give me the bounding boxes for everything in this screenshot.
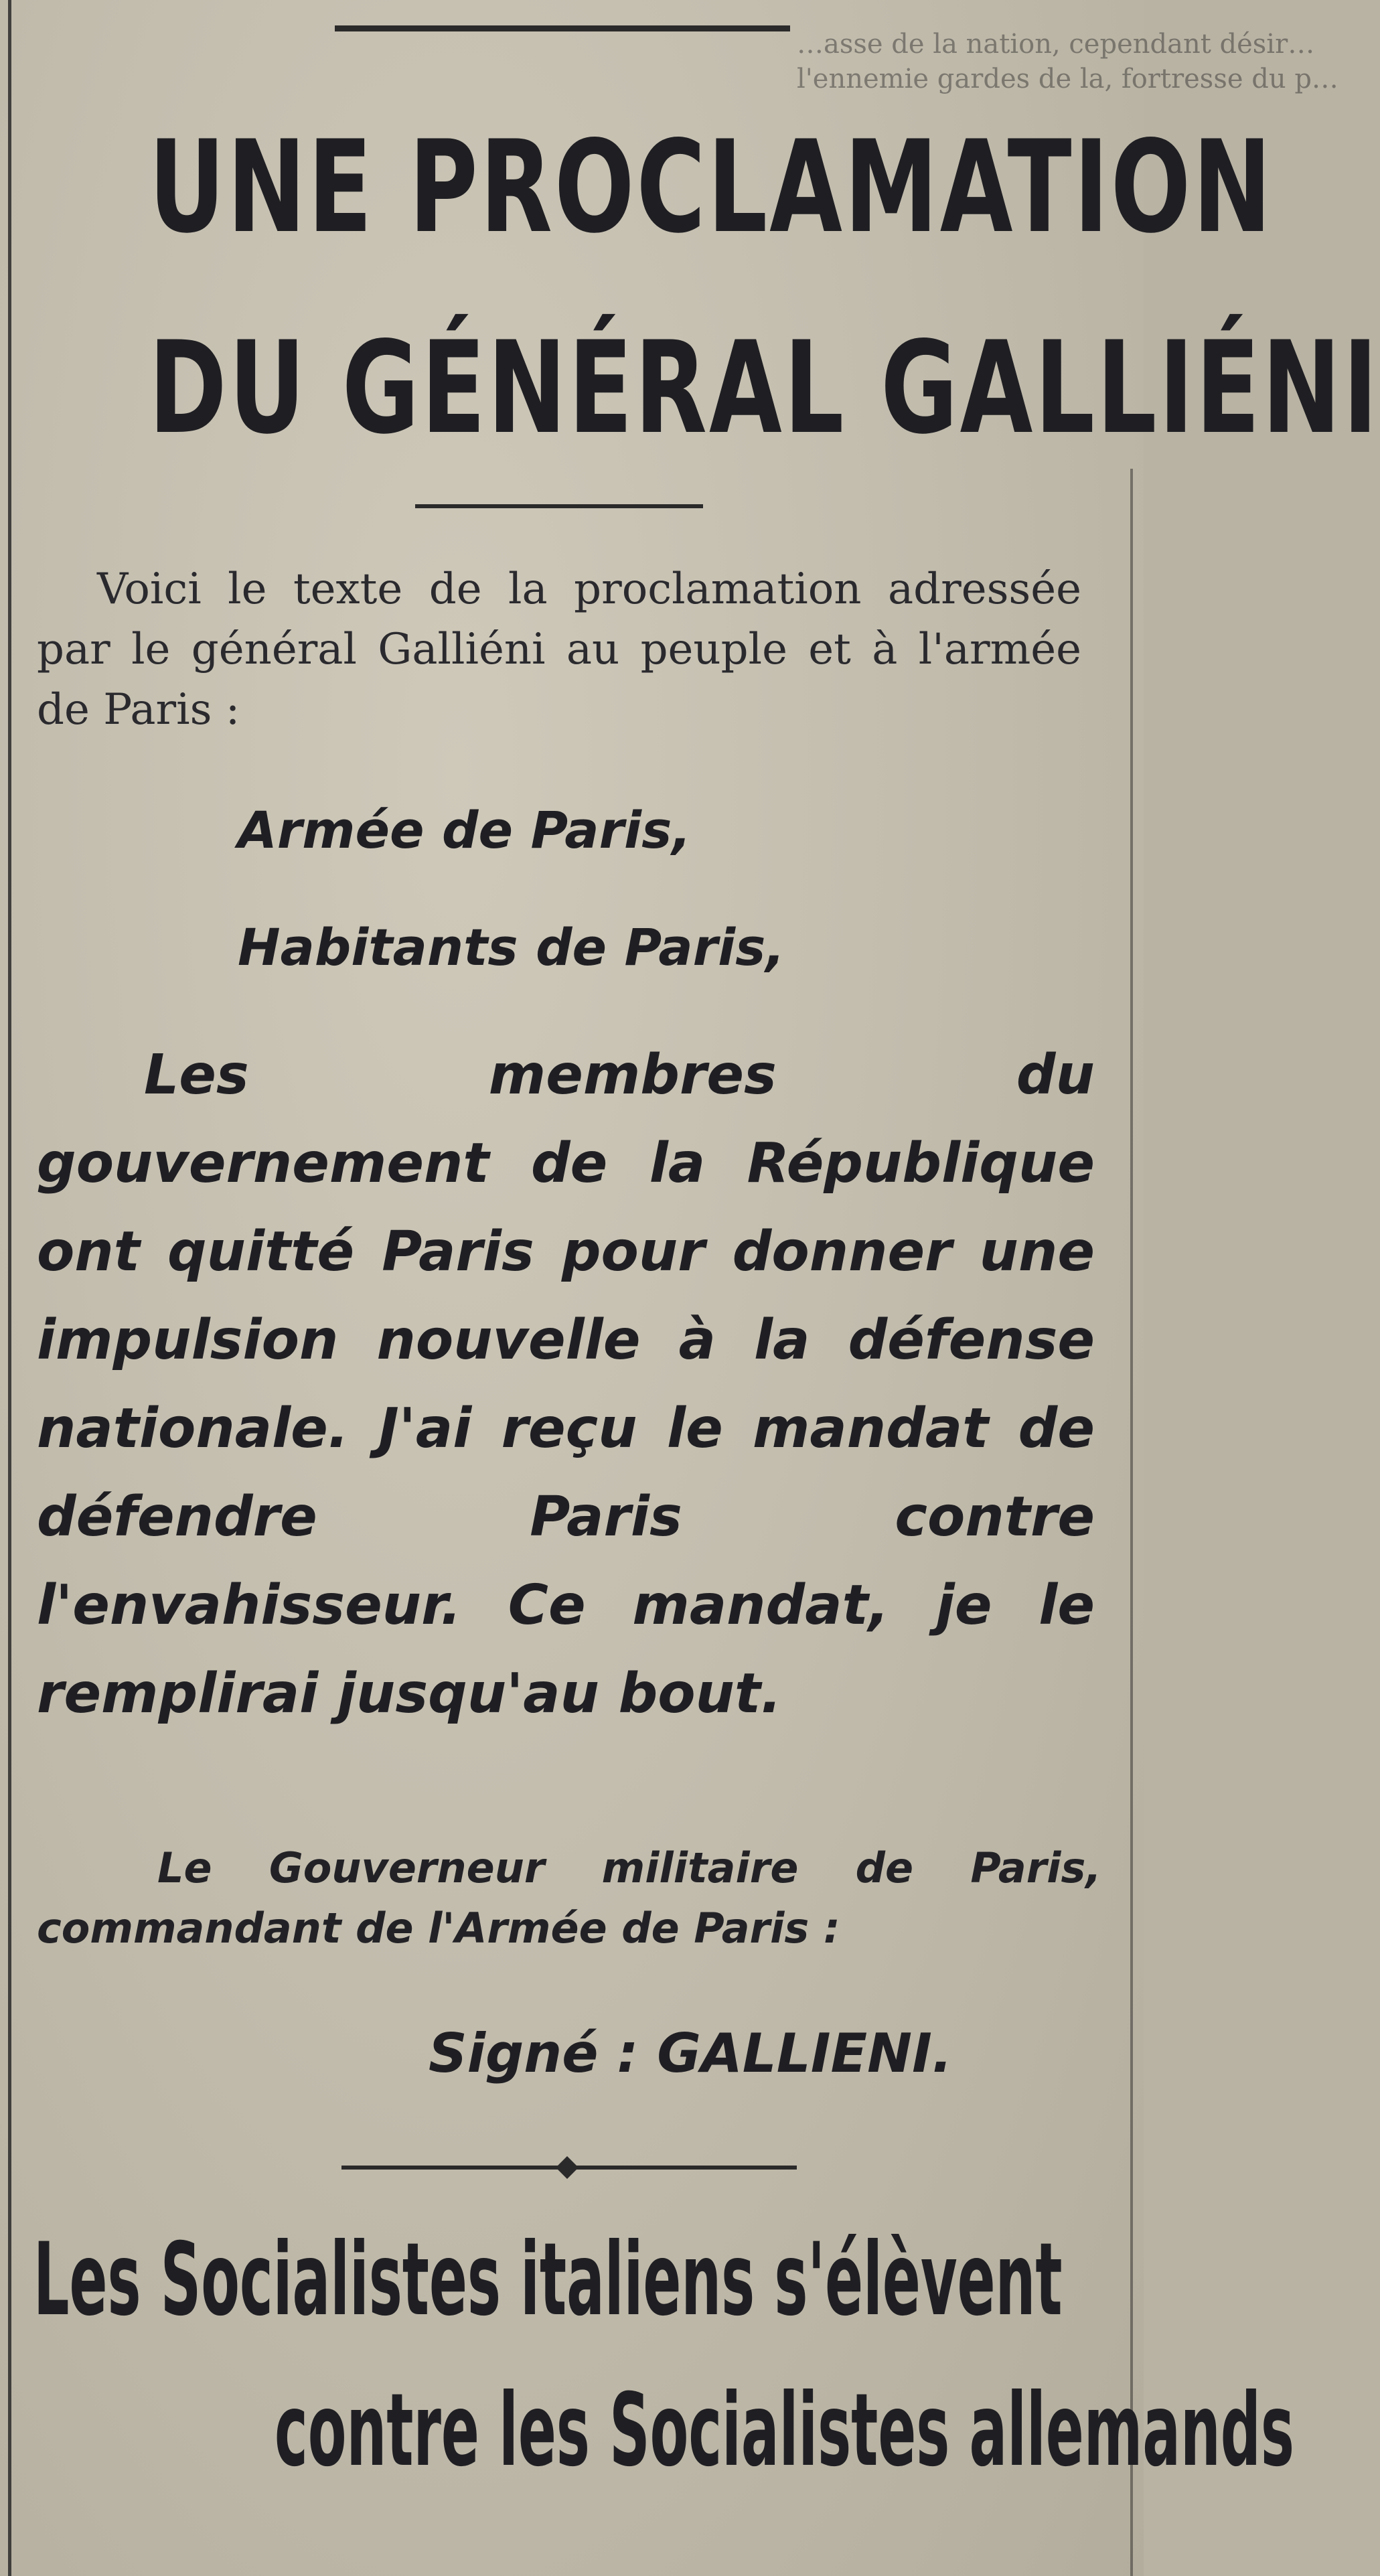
signed-line: Signé : GALLIENI. [429,2022,953,2085]
bleed-line-1: …asse de la nation, cependant désir… [797,29,1315,60]
column-rule-left [8,0,11,2576]
signature-title: Le Gouverneur militaire de Paris, commandant de l'Armée de Paris : [37,1843,1101,1953]
proclamation-body: Les membres du gouvernement de la République ont quitté Paris pour donner une impulsion nouvelle à la défense nationale. J'ai reçu le mandat de défendre Paris contre l'envahisseur. Ce mandat, je le remplirai jusqu'au bout. [37,1043,1095,1726]
headline-separator [415,504,703,508]
bleed-line-2: l'ennemie gardes de la, fortresse du p… [797,64,1338,94]
salutation-inhabitants: Habitants de Paris, [238,917,785,977]
intro-paragraph: Voici le texte de la proclamation adressée par le général Galliéni au peuple et à l'armée de Paris : [37,564,1081,735]
second-headline-line-1: Les Socialistes italiens s'élèvent [33,2222,1063,2338]
headline-line-1: UNE PROCLAMATION [149,113,1274,261]
second-headline-line-2: contre les Socialistes allemands [275,2372,1294,2489]
top-separator [335,25,790,31]
headline-line-2: DU GÉNÉRAL GALLIÉNI [149,314,1380,462]
salutation-army: Armée de Paris, [238,800,692,860]
diamond-ornament-icon [556,2156,579,2179]
column-rule-right [1130,469,1133,2576]
ornamental-separator [341,2157,797,2178]
